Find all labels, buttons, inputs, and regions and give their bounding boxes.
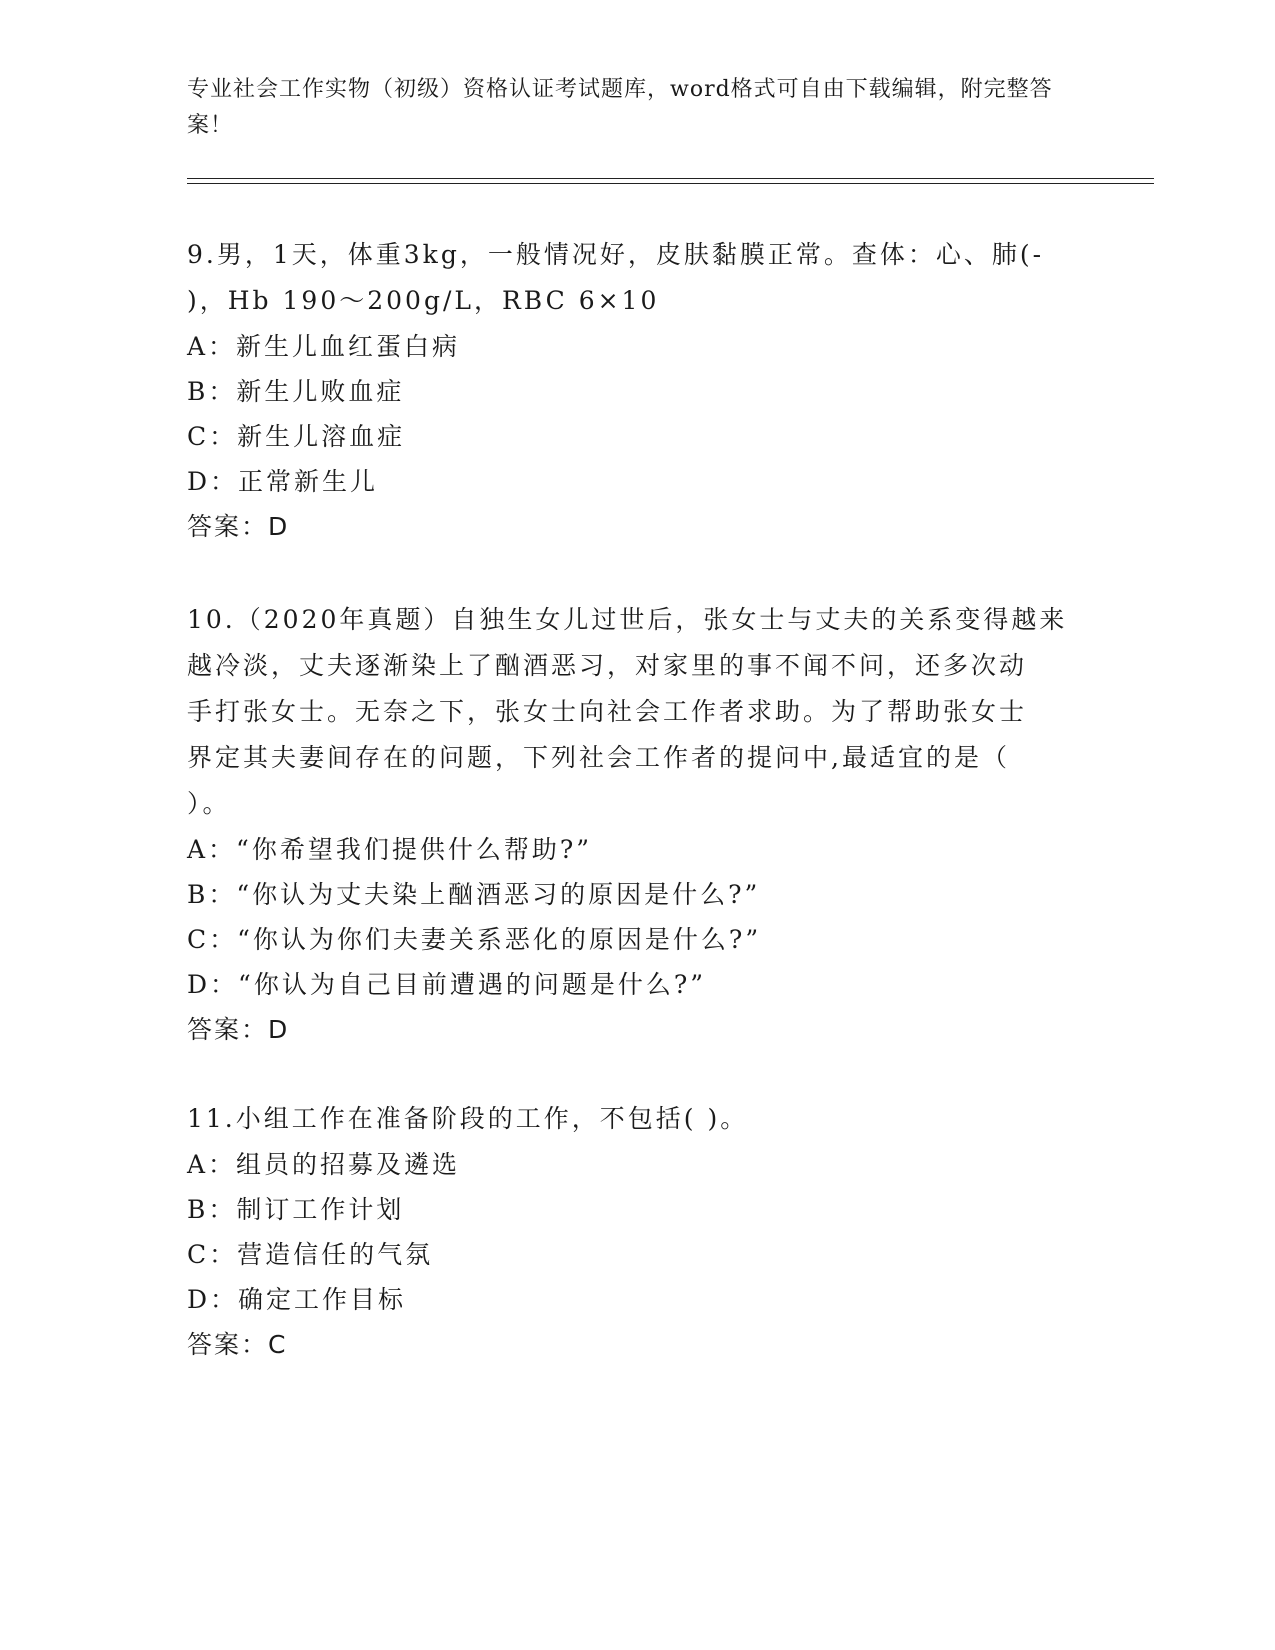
question-stem-line: 10.（2020年真题）自独生女儿过世后，张女士与丈夫的关系变得越来 [187,605,1068,634]
option-a: A：新生儿血红蛋白病 [187,332,461,361]
option-c: C：新生儿溶血症 [187,422,406,451]
answer-line: 答案：D [187,1015,290,1044]
question-stem-line: ）。 [187,789,231,818]
option-d: D：“你认为自己目前遭遇的问题是什么?” [187,970,707,999]
question-stem-line: 越冷淡，丈夫逐渐染上了酗酒恶习，对家里的事不闻不问，还多次动 [187,651,1028,680]
option-c: C：“你认为你们夫妻关系恶化的原因是什么?” [187,925,762,954]
option-a: A：组员的招募及遴选 [187,1150,461,1179]
question-stem-line: 9.男，1天，体重3kg，一般情况好，皮肤黏膜正常。查体：心、肺(- [187,240,1045,269]
question-stem-line: )，Hb 190～200g/L，RBC 6×10 [187,286,660,315]
option-b: B：新生儿败血症 [187,377,405,406]
document-header: 专业社会工作实物（初级）资格认证考试题库，word格式可自由下载编辑，附完整答案！ [187,77,1053,138]
question-9 [187,232,1087,550]
option-d: D：正常新生儿 [187,467,379,496]
question-10 [187,597,1087,1053]
answer-line: 答案：D [187,512,290,541]
answer-line: 答案：C [187,1330,288,1359]
header-rule-top [187,178,1154,179]
question-stem-line: 界定其夫妻间存在的问题，下列社会工作者的提问中,最适宜的是（ [187,743,1010,772]
question-stem-line: 手打张女士。无奈之下，张女士向社会工作者求助。为了帮助张女士 [187,697,1028,726]
option-a: A：“你希望我们提供什么帮助?” [187,835,593,864]
question-stem-line: 11.小组工作在准备阶段的工作，不包括( )。 [187,1104,749,1133]
option-b: B：制订工作计划 [187,1195,405,1224]
header-rule-bottom [187,183,1154,184]
option-d: D：确定工作目标 [187,1285,407,1314]
option-b: B：“你认为丈夫染上酗酒恶习的原因是什么?” [187,880,761,909]
option-c: C：营造信任的气氛 [187,1240,434,1269]
question-11 [187,1096,1087,1368]
